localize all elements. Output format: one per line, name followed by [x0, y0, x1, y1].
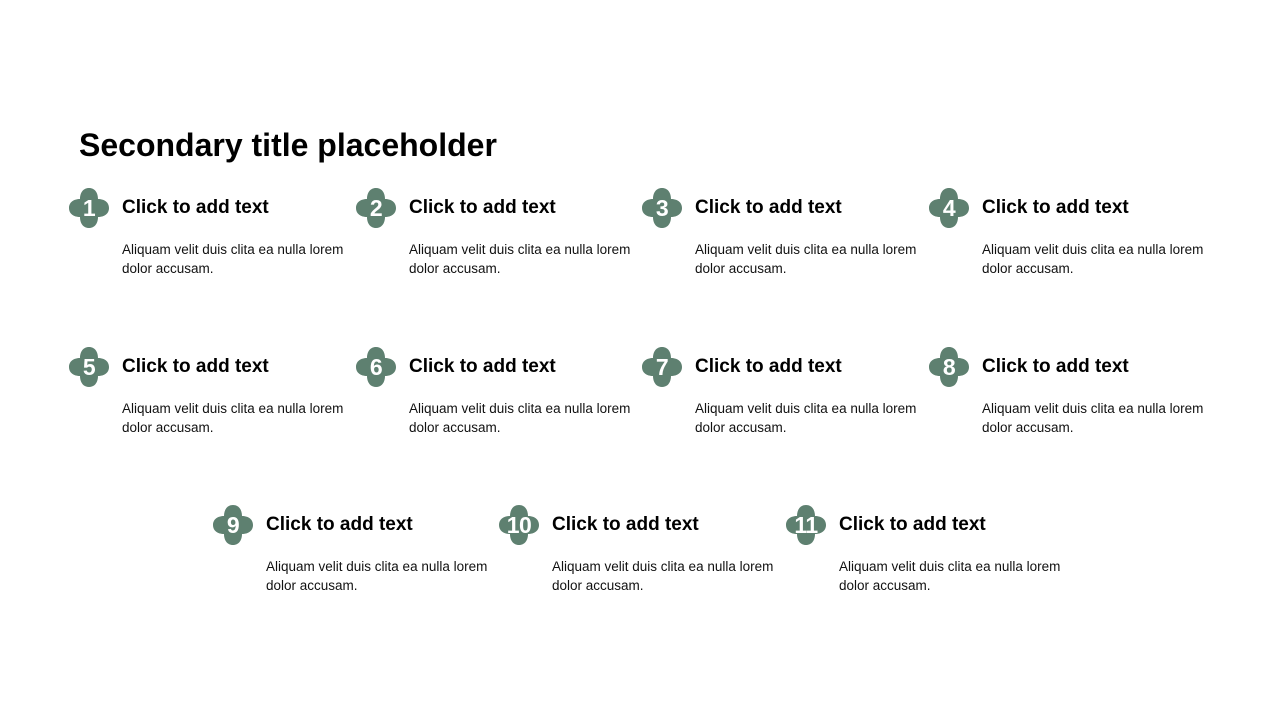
- list-item: [212, 504, 502, 614]
- item-number: 2: [369, 195, 383, 221]
- item-body[interactable]: Aliquam velit duis clita ea nulla lorem dolor accusam.: [552, 559, 774, 593]
- list-item: [641, 187, 931, 297]
- number-badge: [928, 187, 970, 229]
- number-badge: [355, 346, 397, 388]
- slide-title[interactable]: Secondary title placeholder: [79, 127, 497, 163]
- item-number: 10: [506, 512, 532, 538]
- number-badge: [68, 187, 110, 229]
- item-number: 7: [655, 354, 669, 380]
- item-heading[interactable]: Click to add text: [982, 356, 1129, 377]
- number-badge: [498, 504, 540, 546]
- item-heading[interactable]: Click to add text: [122, 356, 269, 377]
- item-body[interactable]: Aliquam velit duis clita ea nulla lorem dolor accusam.: [122, 401, 344, 435]
- item-number: 11: [794, 512, 818, 538]
- item-number: 8: [942, 354, 956, 380]
- item-body[interactable]: Aliquam velit duis clita ea nulla lorem dolor accusam.: [266, 559, 488, 593]
- item-body[interactable]: Aliquam velit duis clita ea nulla lorem dolor accusam.: [409, 401, 631, 435]
- item-body[interactable]: Aliquam velit duis clita ea nulla lorem dolor accusam.: [695, 401, 917, 435]
- item-number: 4: [942, 195, 956, 221]
- number-badge: [928, 346, 970, 388]
- number-badge: [785, 504, 827, 546]
- item-heading[interactable]: Click to add text: [266, 514, 413, 535]
- list-item: [785, 504, 1075, 614]
- list-item: [928, 187, 1218, 297]
- item-number: 3: [655, 195, 669, 221]
- list-item: [641, 346, 931, 456]
- number-badge: [641, 187, 683, 229]
- item-number: 1: [82, 195, 96, 221]
- item-number: 6: [369, 354, 383, 380]
- list-item: [498, 504, 788, 614]
- list-item: [68, 346, 358, 456]
- item-heading[interactable]: Click to add text: [839, 514, 986, 535]
- item-body[interactable]: Aliquam velit duis clita ea nulla lorem dolor accusam.: [409, 242, 631, 276]
- list-item: [355, 346, 645, 456]
- item-body[interactable]: Aliquam velit duis clita ea nulla lorem dolor accusam.: [839, 559, 1061, 593]
- list-item: [928, 346, 1218, 456]
- number-badge: [355, 187, 397, 229]
- item-number: 5: [82, 354, 96, 380]
- item-heading[interactable]: Click to add text: [122, 197, 269, 218]
- item-heading[interactable]: Click to add text: [552, 514, 699, 535]
- number-badge: [212, 504, 254, 546]
- list-item: [68, 187, 358, 297]
- item-heading[interactable]: Click to add text: [409, 356, 556, 377]
- item-body[interactable]: Aliquam velit duis clita ea nulla lorem dolor accusam.: [982, 401, 1204, 435]
- number-badge: [641, 346, 683, 388]
- number-badge: [68, 346, 110, 388]
- item-body[interactable]: Aliquam velit duis clita ea nulla lorem dolor accusam.: [982, 242, 1204, 276]
- item-body[interactable]: Aliquam velit duis clita ea nulla lorem dolor accusam.: [695, 242, 917, 276]
- item-heading[interactable]: Click to add text: [695, 356, 842, 377]
- list-item: [355, 187, 645, 297]
- item-heading[interactable]: Click to add text: [982, 197, 1129, 218]
- item-body[interactable]: Aliquam velit duis clita ea nulla lorem dolor accusam.: [122, 242, 344, 276]
- item-number: 9: [226, 512, 240, 538]
- item-heading[interactable]: Click to add text: [695, 197, 842, 218]
- item-heading[interactable]: Click to add text: [409, 197, 556, 218]
